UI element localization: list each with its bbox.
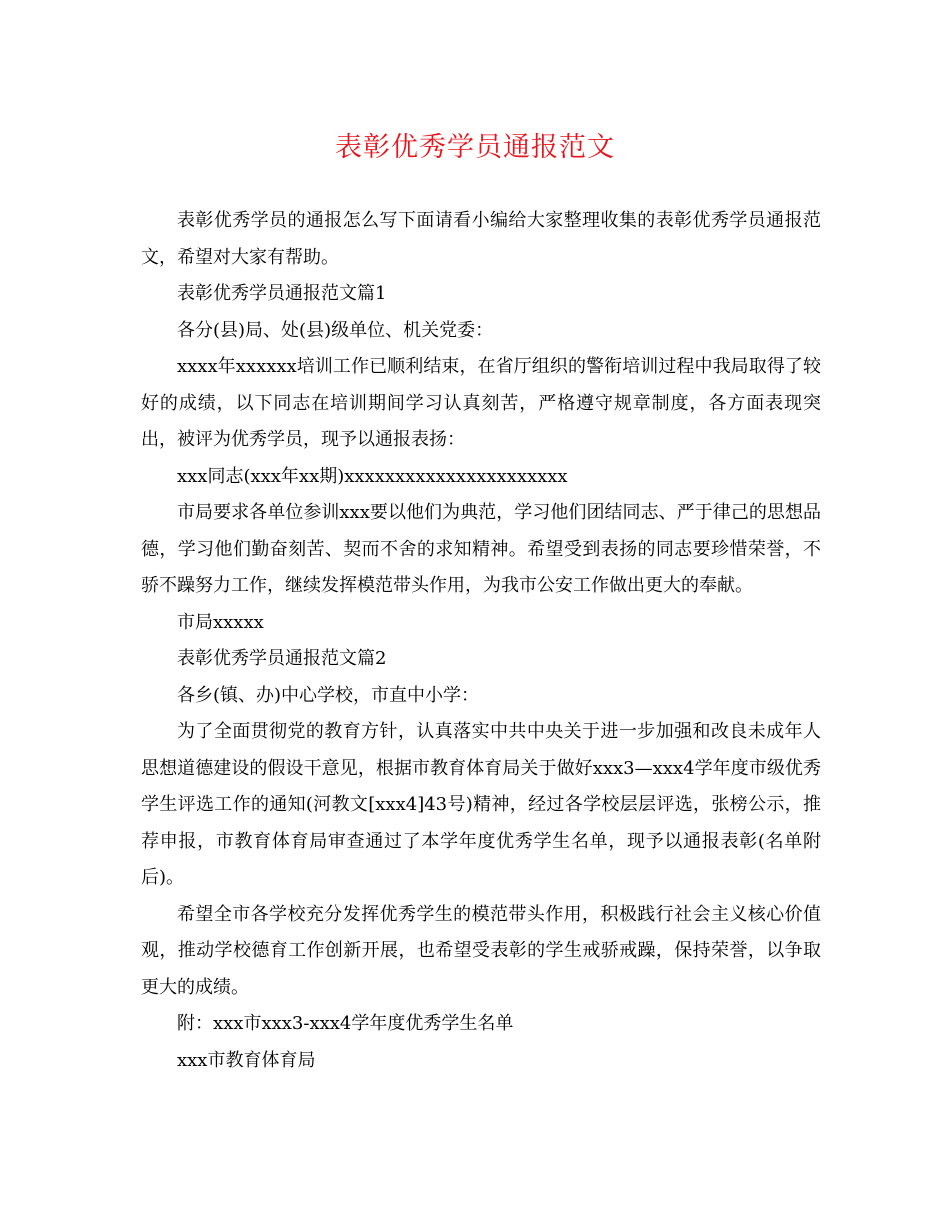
section-heading-1: 表彰优秀学员通报范文篇1 — [177, 283, 387, 304]
paragraph-1-honoree: xxx同志(xxx年xx期)xxxxxxxxxxxxxxxxxxxxxx — [177, 465, 568, 487]
document-body — [141, 203, 821, 1079]
salutation-2: 各乡(镇、办)中心学校，市直中小学： — [177, 684, 480, 706]
page-title: 表彰优秀学员通报范文 — [335, 132, 615, 163]
attachment-note: 附：xxx市xxx3-xxx4学年度优秀学生名单 — [177, 1013, 514, 1034]
signature-2: xxx市教育体育局 — [177, 1049, 316, 1071]
paragraph-intro: 表彰优秀学员的通报怎么写下面请看小编给大家整理收集的表彰优秀学员通报范文，希望对大家有帮助。 — [141, 210, 821, 268]
paragraph-1-body: xxxx年xxxxxx培训工作已顺利结束，在省厅组织的警衔培训过程中我局取得了较好的成绩，以下同志在培训期间学习认真刻苦，严格遵守规章制度，各方面表现突出，被评为优秀学员，现予以通报表扬： — [141, 356, 821, 450]
section-heading-2: 表彰优秀学员通报范文篇2 — [177, 648, 387, 669]
paragraph-2-hope: 希望全市各学校充分发挥优秀学生的模范带头作用，积极践行社会主义核心价值观，推动学校德育工作创新开展，也希望受表彰的学生戒骄戒躁，保持荣誉，以争取更大的成绩。 — [141, 903, 821, 998]
salutation-1: 各分(县)局、处(县)级单位、机关党委： — [177, 319, 494, 341]
signature-1: 市局xxxxx — [177, 611, 264, 633]
paragraph-1-requirement: 市局要求各单位参训xxx要以他们为典范，学习他们团结同志、严于律己的思想品德，学习他们勤奋刻苦、契而不舍的求知精神。希望受到表扬的同志要珍惜荣誉，不骄不躁努力工作，继续发挥模范带头作用，为我市公安工作做出更大的奉献。 — [141, 502, 821, 596]
paragraph-2-body: 为了全面贯彻党的教育方针，认真落实中共中央关于进一步加强和改良未成年人思想道德建设的假设干意见，根据市教育体育局关于做好xxx3—xxx4学年度市级优秀学生评选工作的通知(河教文[xxx4]43号)精神，经过各学校层层评选，张榜公示，推荐申报，市教育体育局审查通过了本学年度优秀学生名单，现予以通报表彰(名单附后)。 — [141, 721, 821, 888]
